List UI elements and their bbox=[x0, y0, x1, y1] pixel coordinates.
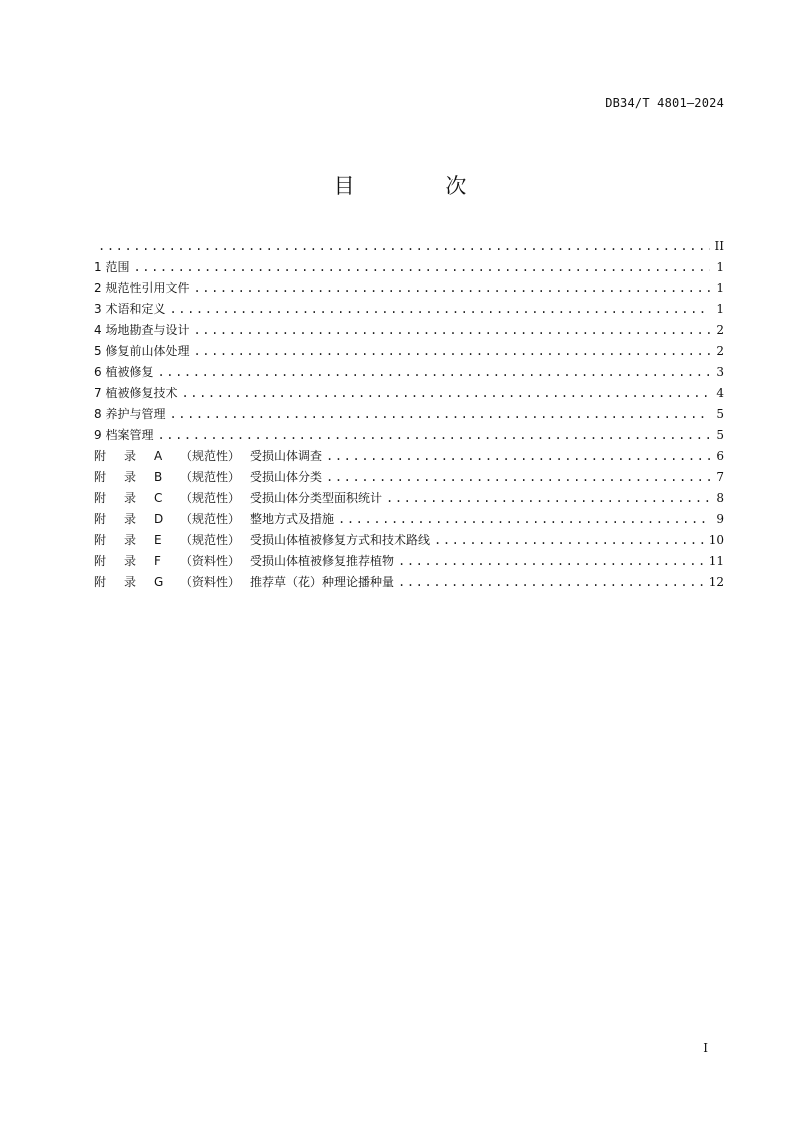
appendix-kind: （规范性） bbox=[180, 449, 241, 463]
toc-entry[interactable] bbox=[94, 299, 724, 320]
appendix-letter: A bbox=[154, 449, 163, 463]
appendix-label bbox=[94, 530, 430, 551]
appendix-title: 整地方式及措施 bbox=[250, 512, 335, 526]
appendix-word-2: 录 bbox=[124, 512, 137, 526]
dot-leader bbox=[157, 362, 710, 383]
appendix-word-1: 附 bbox=[94, 575, 107, 589]
appendix-word-2: 录 bbox=[124, 470, 137, 484]
dot-leader bbox=[338, 509, 710, 530]
appendix-word-1: 附 bbox=[94, 491, 107, 505]
dot-leader bbox=[326, 446, 710, 467]
toc-appendix-entry[interactable] bbox=[94, 509, 724, 530]
appendix-title: 受损山体调查 bbox=[250, 449, 323, 463]
toc-entry-label: 9 档案管理 bbox=[94, 428, 154, 442]
appendix-word-2: 录 bbox=[124, 533, 137, 547]
appendix-title: 受损山体植被修复方式和技术路线 bbox=[250, 533, 431, 547]
toc-page-number: 11 bbox=[708, 554, 724, 568]
dot-leader bbox=[386, 488, 710, 509]
appendix-word-2: 录 bbox=[124, 575, 137, 589]
toc-appendix-entry[interactable] bbox=[94, 530, 724, 551]
toc-appendix-entry[interactable] bbox=[94, 551, 724, 572]
table-of-contents bbox=[94, 236, 724, 593]
appendix-label bbox=[94, 551, 394, 572]
dot-leader bbox=[169, 404, 710, 425]
toc-entry-label: 7 植被修复技术 bbox=[94, 386, 178, 400]
toc-entry-label: 5 修复前山体处理 bbox=[94, 344, 190, 358]
toc-page-number: 7 bbox=[716, 470, 724, 484]
appendix-label bbox=[94, 509, 334, 530]
appendix-title: 受损山体分类 bbox=[250, 470, 323, 484]
appendix-word-1: 附 bbox=[94, 554, 107, 568]
toc-entry[interactable] bbox=[94, 257, 724, 278]
appendix-title: 受损山体植被修复推荐植物 bbox=[250, 554, 395, 568]
toc-page-number: 5 bbox=[716, 428, 724, 442]
dot-leader bbox=[169, 299, 710, 320]
toc-entry[interactable] bbox=[94, 383, 724, 404]
appendix-label bbox=[94, 572, 394, 593]
toc-page-number: 4 bbox=[716, 386, 724, 400]
appendix-kind: （规范性） bbox=[180, 470, 241, 484]
toc-page-number: 5 bbox=[716, 407, 724, 421]
toc-entry[interactable] bbox=[94, 362, 724, 383]
toc-page-number: 3 bbox=[716, 365, 724, 379]
appendix-letter: B bbox=[154, 470, 163, 484]
toc-entry[interactable] bbox=[94, 404, 724, 425]
toc-entry-label: 1 范围 bbox=[94, 260, 130, 274]
appendix-kind: （规范性） bbox=[180, 491, 241, 505]
dot-leader bbox=[181, 383, 710, 404]
appendix-kind: （资料性） bbox=[180, 554, 241, 568]
appendix-word-1: 附 bbox=[94, 512, 107, 526]
toc-entry[interactable] bbox=[94, 278, 724, 299]
toc-entry-label: 6 植被修复 bbox=[94, 365, 154, 379]
toc-page-number: 1 bbox=[716, 281, 724, 295]
dot-leader bbox=[398, 551, 705, 572]
appendix-title: 受损山体分类型面积统计 bbox=[250, 491, 383, 505]
appendix-letter: C bbox=[154, 491, 163, 505]
dot-leader bbox=[98, 236, 710, 257]
dot-leader bbox=[157, 425, 710, 446]
toc-page-number: 12 bbox=[708, 575, 724, 589]
appendix-kind: （规范性） bbox=[180, 533, 241, 547]
appendix-label bbox=[94, 488, 382, 509]
toc-page-number: 1 bbox=[716, 302, 724, 316]
appendix-letter: F bbox=[154, 554, 161, 568]
toc-page-number: 6 bbox=[716, 449, 724, 463]
toc-page-number: 9 bbox=[716, 512, 724, 526]
appendix-kind: （规范性） bbox=[180, 512, 241, 526]
toc-entry-label: 8 养护与管理 bbox=[94, 407, 166, 421]
toc-entry[interactable] bbox=[94, 425, 724, 446]
appendix-word-2: 录 bbox=[124, 554, 137, 568]
toc-entry-label: 4 场地勘查与设计 bbox=[94, 323, 190, 337]
appendix-word-1: 附 bbox=[94, 533, 107, 547]
appendix-letter: D bbox=[154, 512, 164, 526]
toc-page-number: 2 bbox=[716, 323, 724, 337]
toc-entry-foreword[interactable] bbox=[94, 236, 724, 257]
dot-leader bbox=[193, 320, 710, 341]
dot-leader bbox=[193, 278, 710, 299]
toc-appendix-entry[interactable] bbox=[94, 446, 724, 467]
toc-page-number: II bbox=[714, 239, 724, 253]
toc-entry-label: 3 术语和定义 bbox=[94, 302, 166, 316]
appendix-label bbox=[94, 467, 322, 488]
appendix-kind: （资料性） bbox=[180, 575, 241, 589]
footer-page-number: I bbox=[703, 1041, 708, 1055]
toc-entry-label: 2 规范性引用文件 bbox=[94, 281, 190, 295]
appendix-title: 推荐草（花）种理论播种量 bbox=[250, 575, 395, 589]
document-code: DB34/T 4801—2024 bbox=[605, 96, 724, 110]
dot-leader bbox=[326, 467, 710, 488]
appendix-word-1: 附 bbox=[94, 470, 107, 484]
appendix-letter: E bbox=[154, 533, 162, 547]
dot-leader bbox=[398, 572, 705, 593]
dot-leader bbox=[434, 530, 705, 551]
toc-appendix-entry[interactable] bbox=[94, 572, 724, 593]
page-title: 目 次 bbox=[333, 174, 509, 198]
toc-page-number: 1 bbox=[716, 260, 724, 274]
toc-page-number: 10 bbox=[708, 533, 724, 547]
toc-appendix-entry[interactable] bbox=[94, 488, 724, 509]
toc-appendix-entry[interactable] bbox=[94, 467, 724, 488]
dot-leader bbox=[193, 341, 710, 362]
toc-entry[interactable] bbox=[94, 320, 724, 341]
appendix-word-1: 附 bbox=[94, 449, 107, 463]
appendix-word-2: 录 bbox=[124, 491, 137, 505]
dot-leader bbox=[133, 257, 710, 278]
appendix-letter: G bbox=[154, 575, 164, 589]
toc-page-number: 2 bbox=[716, 344, 724, 358]
toc-page-number: 8 bbox=[716, 491, 724, 505]
appendix-label bbox=[94, 446, 322, 467]
appendix-word-2: 录 bbox=[124, 449, 137, 463]
toc-entry[interactable] bbox=[94, 341, 724, 362]
